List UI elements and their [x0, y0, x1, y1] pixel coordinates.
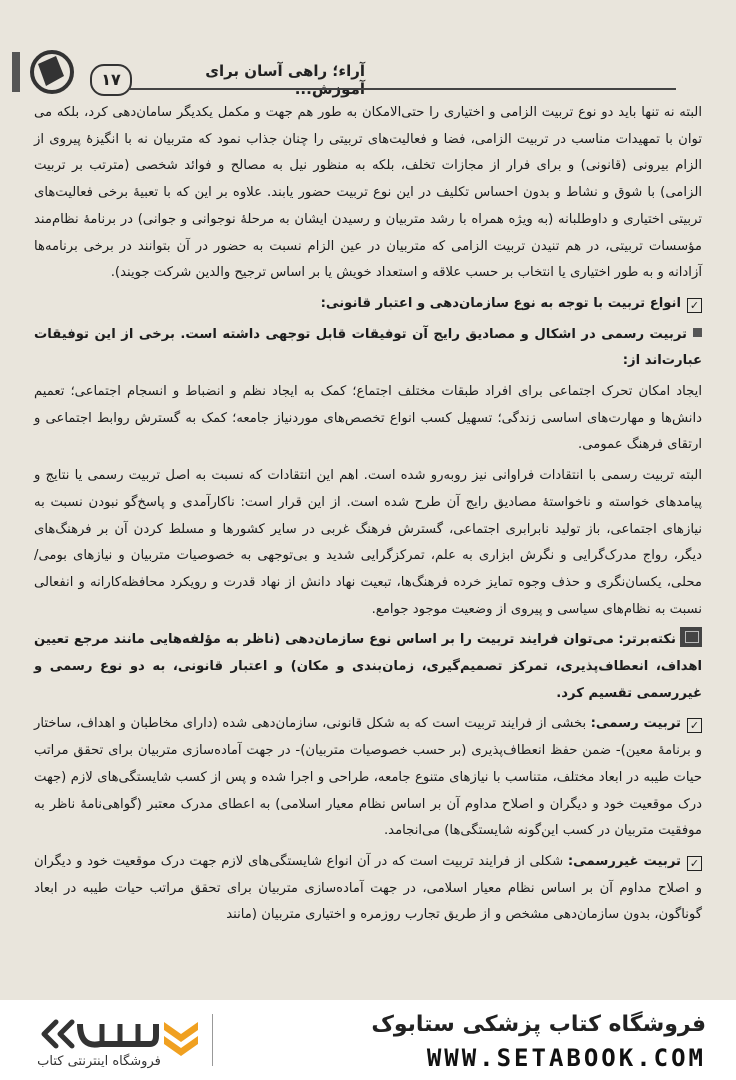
brand-tagline: فروشگاه اینترنتی کتاب — [37, 1054, 161, 1069]
informal-label: تربیت غیررسمی: — [567, 853, 681, 869]
header-rule — [128, 88, 676, 90]
store-url[interactable]: WWW.SETABOOK.COM — [426, 1044, 706, 1072]
informal-definition — [34, 849, 702, 929]
paragraph-intro: البته نه تنها باید دو نوع تربیت الزامی و اختیاری را حتی‌الامکان به طور هم جهت و مکمل یکدیگر سامان‌دهی کرد، بلکه می توان با تمهیدات مناسب در تربیت الزامی، فضا و فعالیت‌های تربیتی را چنان جذاب نمود که متربیان نه با انگیزهٔ پیروی از الزام بیرونی (قانونی) و برای فرار از مجازات تخلف، بلکه به منظور نیل به مصالح و فوائد شخصی (مترتب بر تربیت الزامی) با شوق و نشاط و بدون احساس تکلیف در این نوع تربیت حضور یابند. علاوه بر این که با تعبیهٔ برخی فعالیت‌های تربیتی اختیاری و داوطلبانه (به ویژه همراه با رشد متربیان و رسیدن ایشان به مرحلهٔ نوجوانی و جوانی) در برنامهٔ نظام‌مند مؤسسات تربیتی، در هم تنیدن تربیت الزامی که متربیان در عین الزام نسبت به حضور در آن بتوانند در برخی برنامه‌ها آزادانه و به طور اختیاری یا انتخاب بر حسب علاقه و استعداد خویش یا بر اساس ترجیح والدین شرکت جویند). — [34, 105, 702, 281]
brand-chevron-icon — [158, 1014, 204, 1060]
formal-text: بخشی از فرایند تربیت است که به شکل قانونی، سازمان‌دهی شده (دارای مخاطبان و اهداف، ساختار و برنامهٔ معین)- ضمن حفظ انعطاف‌پذیری (بر حسب خصوصیات متربیان)- در جهت آماده‌سازی متربیان برای تحقق مراتب حیات طیبه در ابعاد مختلف، متناسب با نیازهای متنوع جامعه، طراحی و اجرا شده و پس از کسب شایستگی‌های لازم (جهت درک موقعیت خود و دیگران و اصلاح مداوم آن بر اساس نظام معیار اسلامی) به اعطای مدرک معتبر (گواهی‌نامهٔ ناظر به موفقیت متربیان در کسب این‌گونه شایستگی‌ها) می‌انجامد. — [34, 716, 702, 839]
check-box-icon: ✓ — [687, 856, 702, 871]
check-box-icon: ✓ — [687, 298, 702, 313]
note-icon — [680, 627, 702, 647]
note-label: نکته‌برتر: — [618, 632, 676, 648]
paragraph-criticisms: البته تربیت رسمی با انتقادات فراوانی نیز روبه‌رو شده است. اهم این انتقادات که نسبت به اصل تربیت رسمی یا نتایج و پیامدهای خواسته و ناخواستهٔ مصادیق رایج آن طرح شده است. از این قرار است: ناکارآمدی و پاسخ‌گو نبودن نسبت به نیازهای اجتماعی، باز تولید نابرابری اجتماعی، گسترش فرهنگ غربی در سایر کشورها و مسلط کردن آن بر فرهنگ‌های دیگر، رواج مدرک‌گرایی و نگرش ابزاری به علم، تمرکزگرایی شدید و بی‌توجهی به خصوصیات متربیان و نیازهای بومی/محلی، یکسان‌نگری و حذف وجوه تمایز خرده فرهنگ‌ها، تبعیت نهاد دانش از نهاد قدرت و رویکرد محافظه‌کارانه و انفعالی نسبت به نظام‌های سیاسی و پیروی از وضعیت موجود جوامع. — [34, 468, 702, 617]
formal-definition — [34, 711, 702, 845]
publisher-logo-icon — [8, 46, 82, 98]
store-footer — [0, 1000, 736, 1080]
page-number: ۱۷ — [90, 64, 132, 96]
note-text: می‌توان فرایند تربیت را بر اساس نوع سازمان‌دهی (ناظر به مؤلفه‌هایی مانند مرجع تعیین اهداف، انعطاف‌پذیری، تمرکز تصمیم‌گیری، زمان‌بندی و مکان) و اعتبار قانونی، به دو نوع رسمی و غیررسمی تقسیم کرد. — [34, 632, 702, 701]
square-bullet-icon — [693, 328, 702, 337]
heading-achievements — [34, 322, 702, 375]
formal-label: تربیت رسمی: — [590, 716, 681, 732]
informal-text: شکلی از فرایند تربیت است که در آن انواع شایستگی‌های لازم جهت درک موقعیت خود و دیگران و اصلاح مداوم آن بر اساس نظام معیار اسلامی، در جهت آماده‌سازی متربیان برای تحقق مراتب حیات طیبه در ابعاد گوناگون، بدون سازمان‌دهی مشخص و از طریق تجارب روزمره و اختیاری متربیان (مانند — [34, 853, 702, 923]
check-box-icon: ✓ — [687, 718, 702, 733]
page-body — [34, 100, 702, 933]
page-header — [0, 40, 736, 100]
paragraph-achievements: ایجاد امکان تحرک اجتماعی برای افراد طبقات مختلف اجتماع؛ کمک به ایجاد نظم و انضباط و انسجام اجتماعی؛ تعمیم دانش‌ها و مهارت‌های اساسی زندگی؛ تسهیل کسب انواع تخصص‌های موردنیاز جامعه؛ کمک به گسترش روابط اجتماعی و ارتقای فرهنگ عمومی. — [34, 384, 702, 453]
store-name: فروشگاه کتاب پزشکی ستابوک — [371, 1012, 706, 1037]
footer-divider — [212, 1014, 213, 1066]
setabook-logo-icon — [40, 1014, 160, 1054]
note-block — [34, 627, 702, 707]
heading-types — [34, 291, 702, 318]
running-title: آراء؛ راهی آسان برای آموزش... — [205, 62, 365, 98]
heading-achievements-text: تربیت رسمی در اشکال و مصادیق رایج آن توفیقات قابل توجهی داشته است. برخی از این توفیقات عبارت‌اند از: — [34, 326, 702, 369]
heading-types-text: انواع تربیت با توجه به نوع سازمان‌دهی و اعتبار قانونی: — [320, 295, 681, 311]
